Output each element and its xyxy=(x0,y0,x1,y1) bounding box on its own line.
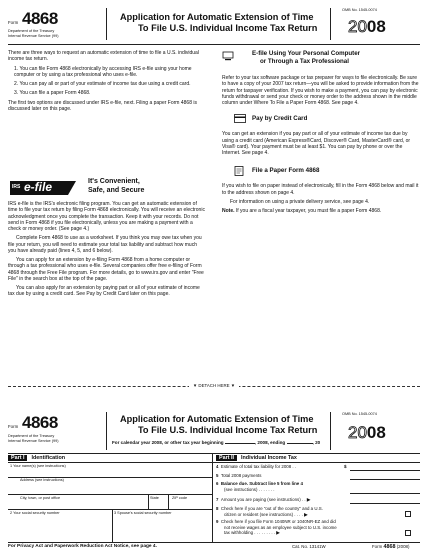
left-column xyxy=(8,50,206,115)
line7-amount[interactable] xyxy=(350,496,420,504)
sec3-text: If you wish to file on paper instead of electronically, fill in the Form 4868 below and mail it to the address shown on page 4. xyxy=(222,183,419,196)
irs-label: Internal Revenue Service (99) xyxy=(8,34,59,38)
detach-label: ▼ DETACH HERE ▼ xyxy=(189,383,239,388)
part2-header: Part II Individual Income Tax xyxy=(216,455,297,462)
efile-heading: It's Convenient, Safe, and Secure xyxy=(88,178,145,194)
form-header: Form 4868 Department of the Treasury Internal Revenue Service (99) Application for Automatic Extension of Time To File U.S. Individual Income Tax Return For calendar year 2008, or other tax year beginning , 2008, ending , 20 OMB No. 1545-0074 2008 xyxy=(8,410,420,452)
efile-logo: IRS e-file xyxy=(8,179,78,197)
name-field[interactable]: 1 Your name(s) (see instructions) xyxy=(10,464,66,468)
dept-label: Department of the Treasury xyxy=(8,29,55,33)
sec3-text2: For information on using a private delivery service, see page 4. xyxy=(230,198,370,205)
line-7: 7 Amount you are paying (see instructions) . . ▶ xyxy=(216,497,311,502)
tax-period: For calendar year 2008, or other tax year beginning , 2008, ending , 20 xyxy=(112,440,321,445)
line5-amount[interactable] xyxy=(350,472,420,480)
part1-header: Part I Identification xyxy=(8,455,65,462)
sec2-text: You can get an extension if you pay part or all of your estimate of income tax due by using a credit card (American Express®Card, Discover® Card, MasterCard® card, or Visa® card). Your payment must be at least $1. You can pay by phone or over the Internet. See page 4. xyxy=(222,131,411,156)
after-list-text: The first two options are discussed under IRS e-file, next. Filing a paper Form 4868 is discussed later on this page. xyxy=(8,99,197,112)
address-field[interactable]: Address (see instructions) xyxy=(20,478,64,482)
sec2-header: Pay by Credit Card xyxy=(222,114,420,126)
zip-field[interactable]: ZIP code xyxy=(172,496,188,500)
title-line2: To File U.S. Individual Income Tax Return xyxy=(138,23,318,33)
privacy-notice: For Privacy Act and Paperwork Reduction Act Notice, see page 4. xyxy=(8,544,157,549)
line-9: 9 Check here if you file Form 1040NR or 1040NR-EZ and did not receive wages as an employee subject to U.S. income tax withholding . . . . . . . . . ▶ xyxy=(216,519,337,536)
spouse-ssn-field[interactable]: 3 Spouse's social security number xyxy=(114,511,172,515)
line-5: 5 Total 2008 payments xyxy=(216,473,262,478)
city-field[interactable]: City, town, or post office xyxy=(20,496,61,500)
form-1040nr-checkbox[interactable] xyxy=(405,530,411,536)
intro-text: There are three ways to request an automatic extension of time to file a U.S. individual income tax return. xyxy=(8,50,199,63)
form-number-bottom: 4868 xyxy=(22,413,58,432)
period-end-field[interactable] xyxy=(287,443,313,444)
line-4: 4 Estimate of total tax liability for 2008 . . xyxy=(216,464,297,469)
line-8: 8 Check here if you are "out of the country" and a U.S. citizen or resident (see instructions) . . . . ▶ xyxy=(216,506,323,517)
period-begin-field[interactable] xyxy=(225,443,255,444)
efile-text: IRS e-file is the IRS's electronic filing program. You can get an automatic extension of time to file your tax return by filing Form 4868 electronically. You will receive an electronic acknowledgment once you complete the transaction. Keep it with your records. Do not send in Form 4868 if you file electronically, unless you are making a payment with a check or money order. (See page 4.) Complete Form 4868 to use as a worksheet. If you think you may owe tax when you file your return, you will need to estimate your total tax liability and subtract how much you have already paid (lines 4, 5, and 6 below). You can apply for an extension by e-filing Form 4868 from a home computer or through a tax professional who uses e-file. Several companies offer free e-filing of Form 4868 through the Free File program. For more details, go to www.irs.gov and enter "Free File" in the search box at the top of the page. You can also apply for an extension by paying part or all of your estimate of income tax due by using a credit card. See Pay by Credit Card later on this page. xyxy=(8,201,205,298)
top-header xyxy=(8,6,420,46)
ssn-field[interactable]: 2 Your social security number xyxy=(10,511,60,515)
sec1-text: Refer to your tax software package or tax preparer for ways to file electronically. Be sure to have a copy of your 2007 tax return—you will be asked to provide information from the return for taxpayer verification. If you wish to make a payment, you can pay by electronic funds withdrawal or send your check or money order to the address shown in the middle column under Where To File a Paper Form 4868. See page 4. xyxy=(222,75,419,106)
out-of-country-checkbox[interactable] xyxy=(405,511,411,517)
omb-number: OMB No. 1545-0074 xyxy=(342,8,377,12)
line4-amount[interactable] xyxy=(350,463,420,471)
form-label: Form xyxy=(8,20,19,25)
option-2: 2. You can pay all or part of your estimate of income tax due using a credit card. xyxy=(14,81,191,87)
sec1-header: E-file Using Your Personal Computer or Through a Tax Professional xyxy=(222,50,420,70)
tax-year-bottom: 2008 xyxy=(348,423,386,442)
computer-icon xyxy=(222,51,234,63)
right-column xyxy=(222,50,420,217)
document-icon xyxy=(234,166,244,178)
option-3: 3. You can file a paper Form 4868. xyxy=(14,90,91,97)
title-line1: Application for Automatic Extension of Time xyxy=(120,12,314,22)
fiscal-note: Note. If you are a fiscal year taxpayer, you must file a paper Form 4868. xyxy=(222,208,382,214)
sec3-header: File a Paper Form 4868 xyxy=(222,166,420,178)
cat-number: Cat. No. 13141W xyxy=(292,544,326,549)
option-1: 1. You can file Form 4868 electronically by accessing IRS e-file using your home computer or by using a tax professional who uses e-file. xyxy=(14,65,192,78)
line-6: 6 Balance due. Subtract line 5 from line 4 (see instructions) . . . . . . . xyxy=(216,481,303,492)
tax-year: 2008 xyxy=(348,17,386,36)
line6-amount[interactable] xyxy=(350,481,420,494)
state-field[interactable]: State xyxy=(150,496,159,500)
footer-form-id: Form 4868 (2008) xyxy=(372,544,410,550)
form-number: 4868 xyxy=(22,9,58,28)
credit-card-icon xyxy=(234,114,246,125)
